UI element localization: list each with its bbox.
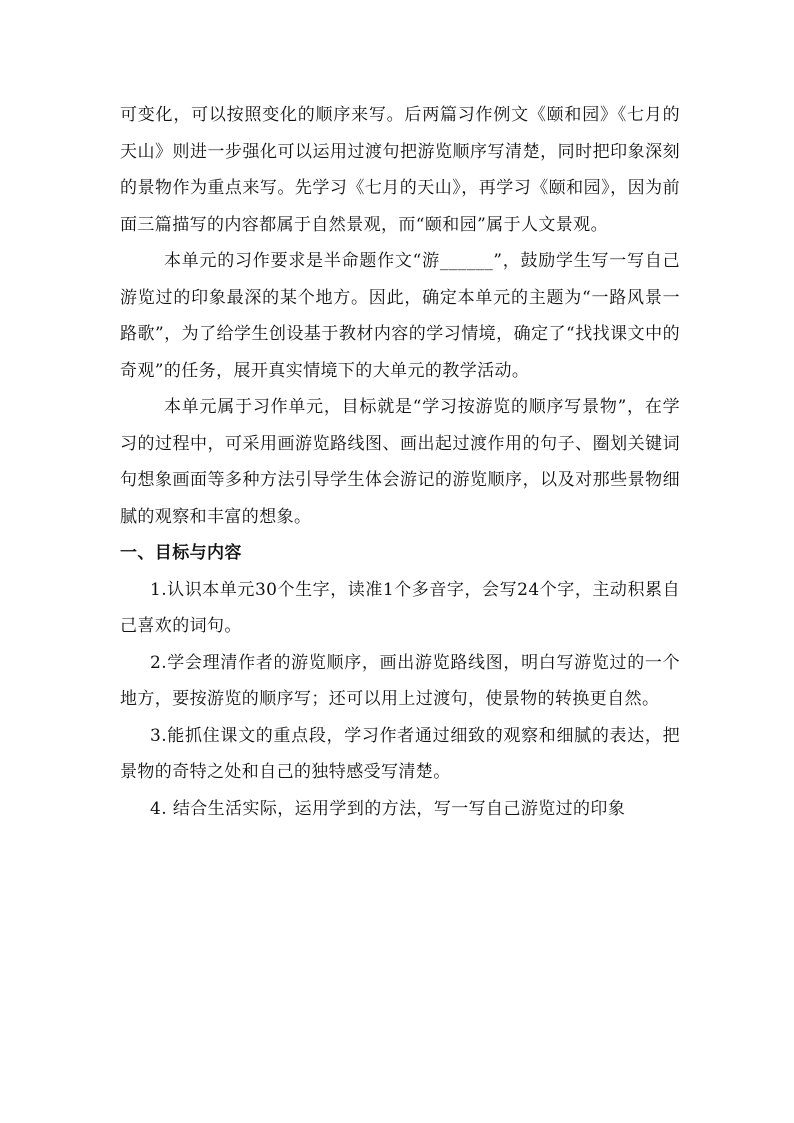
goal-item-4: 4. 结合生活实际，运用学到的方法，写一写自己游览过的印象 bbox=[150, 798, 626, 819]
goal-item-2: 2.学会理清作者的游览顺序，画出游览路线图，明白写游览过的一个地方，要按游览的顺序写；还可以用上过渡句，使景物的转换更自然。 bbox=[120, 652, 680, 709]
paragraph-continuation: 可变化，可以按照变化的顺序来写。后两篇习作例文《颐和园》《七月的天山》则进一步强化可以运用过渡句把游览顺序写清楚，同时把印象深刻的景物作为重点来写。先学习《七月的天山》，再学习《颐和园》，因为前面三篇描写的内容都属于自然景观，而“颐和园”属于人文景观。 bbox=[120, 105, 680, 235]
document-body bbox=[120, 97, 680, 827]
goal-item-1: 1.认识本单元30个生字，读准1个多音字，会写24个字，主动积累自己喜欢的词句。 bbox=[120, 579, 680, 636]
section-heading: 一、目标与内容 bbox=[120, 543, 242, 563]
paragraph-unit-goal: 本单元属于习作单元，目标就是“学习按游览的顺序写景物”，在学习的过程中，可采用画游览路线图、画出起过渡作用的句子、圈划关键词句想象画面等多种方法引导学生体会游记的游览顺序，以及对那些景物细腻的观察和丰富的想象。 bbox=[120, 397, 680, 527]
goal-item-3: 3.能抓住课文的重点段，学习作者通过细致的观察和细腻的表达，把景物的奇特之处和自己的独特感受写清楚。 bbox=[120, 725, 680, 782]
paragraph-writing-requirement: 本单元的习作要求是半命题作文“游______”，鼓励学生写一写自己游览过的印象最深的某个地方。因此，确定本单元的主题为“一路风景一路歌”，为了给学生创设基于教材内容的学习情境，确定了“找找课文中的奇观”的任务，展开真实情境下的大单元的教学活动。 bbox=[120, 251, 680, 381]
